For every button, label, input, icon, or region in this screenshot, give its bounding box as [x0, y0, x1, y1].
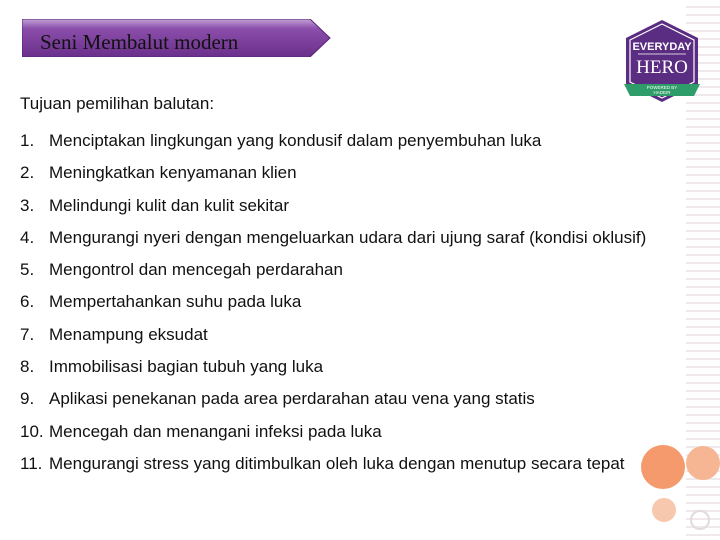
- list-item: [20, 190, 680, 222]
- list-number: 5.: [20, 260, 35, 280]
- list-text: Mengurangi stress yang ditimbulkan oleh luka dengan menutup secara tepat: [49, 453, 625, 473]
- list-item: [20, 319, 680, 351]
- list-item: [20, 222, 680, 254]
- list-number: 1.: [20, 131, 35, 150]
- list-item: [20, 254, 680, 286]
- list-number: 9.: [20, 389, 35, 409]
- list-number: 8.: [20, 357, 35, 377]
- list-number: 10.: [20, 421, 44, 441]
- list-number: 2.: [20, 163, 35, 183]
- list-text: Mengontrol dan mencegah perdarahan: [49, 260, 343, 280]
- list-number: 4.: [20, 227, 35, 247]
- list-item: [20, 416, 680, 448]
- list-item: [20, 448, 680, 480]
- section-heading: Tujuan pemilihan balutan:: [20, 94, 215, 113]
- logo-tag1: POWERED BY: [646, 85, 678, 90]
- decorative-circle: [690, 510, 710, 530]
- list-text: Mengurangi nyeri dengan mengeluarkan udara dari ujung saraf (kondisi oklusif): [49, 227, 647, 247]
- everyday-hero-logo: [622, 18, 702, 104]
- list-number: 3.: [20, 195, 35, 215]
- list-text: Mencegah dan menangani infeksi pada luka: [49, 421, 382, 441]
- title-banner: [22, 19, 332, 57]
- content-area: [20, 93, 680, 480]
- logo-line2: HERO: [636, 57, 688, 78]
- list-text: Melindungi kulit dan kulit sekitar: [49, 195, 290, 215]
- list-number: 11.: [20, 453, 43, 473]
- list-text: Menciptakan lingkungan yang kondusif dalam penyembuhan luka: [49, 131, 542, 150]
- list-text: Mempertahankan suhu pada luka: [49, 292, 302, 312]
- decorative-circle: [652, 498, 676, 522]
- list-number: 7.: [20, 324, 35, 344]
- page-title: Seni Membalut modern: [40, 30, 239, 54]
- list-number: 6.: [20, 292, 35, 312]
- list-item: [20, 286, 680, 318]
- logo-line1: EVERYDAY: [632, 41, 692, 53]
- list-item: [20, 383, 680, 415]
- list-text: Meningkatkan kenyamanan klien: [49, 163, 297, 183]
- logo-tag2: HADEIR: [653, 90, 671, 95]
- list-item: [20, 125, 680, 157]
- list-item: [20, 351, 680, 383]
- list-item: [20, 157, 680, 189]
- list-text: Immobilisasi bagian tubuh yang luka: [49, 357, 324, 377]
- list-text: Aplikasi penekanan pada area perdarahan atau vena yang statis: [49, 389, 535, 409]
- decorative-circle: [686, 446, 720, 480]
- list-text: Menampung eksudat: [49, 324, 208, 344]
